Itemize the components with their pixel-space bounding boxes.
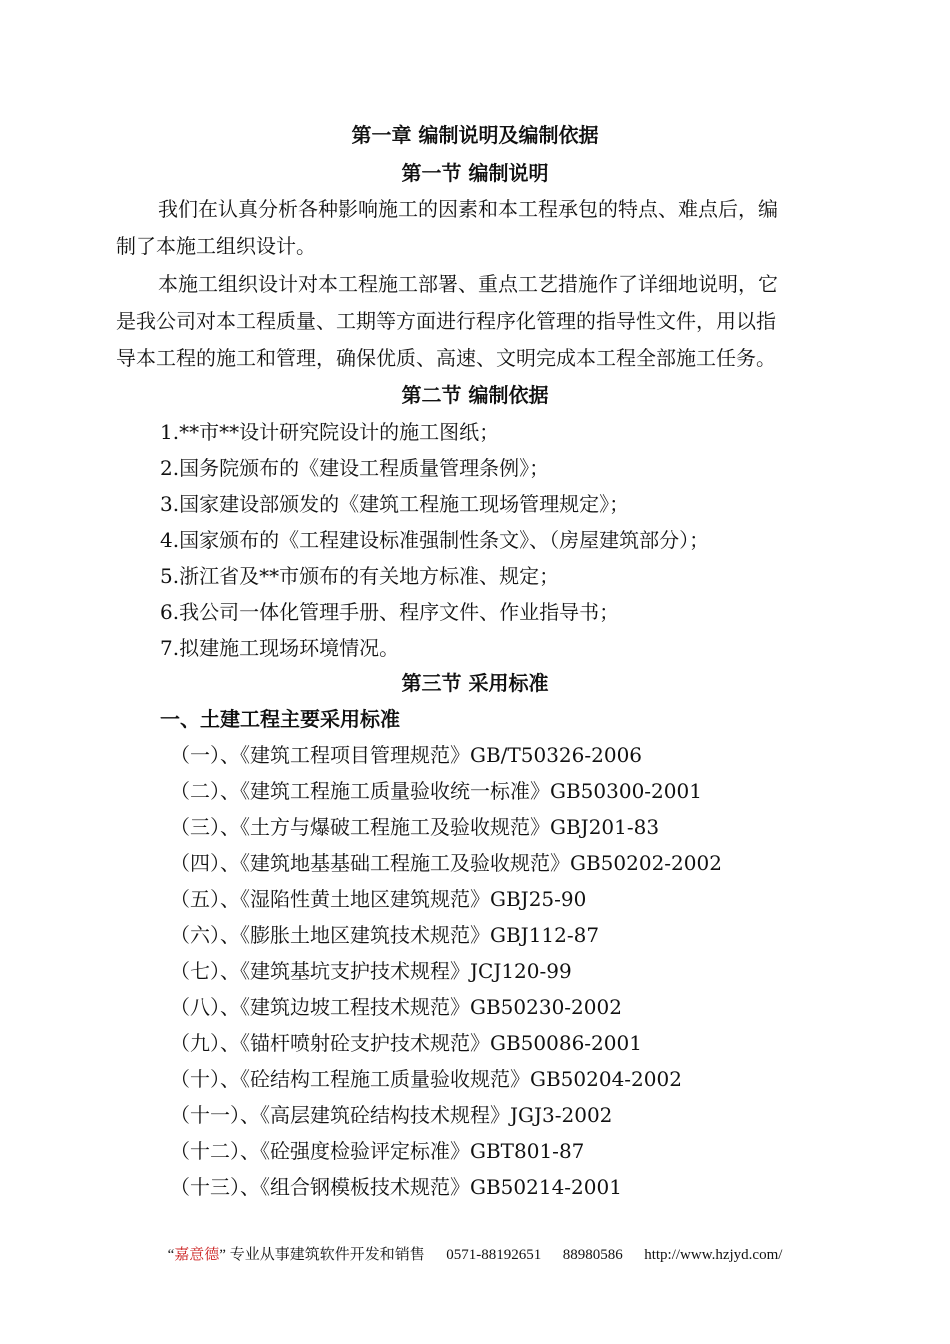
standard-item: （十二）、《砼强度检验评定标准》GBT801-87 (170, 1139, 585, 1163)
basis-item: 7.拟建施工现场环境情况。 (160, 636, 400, 660)
section1-paragraph1-line2: 制了本施工组织设计。 (116, 234, 316, 258)
footer-url[interactable]: http://www.hzjyd.com/ (644, 1247, 783, 1263)
standard-item: （七）、《建筑基坑支护技术规程》JCJ120-99 (170, 959, 572, 983)
basis-item: 1.**市**设计研究院设计的施工图纸； (160, 420, 500, 444)
section3-subtitle: 一、土建工程主要采用标准 (160, 707, 400, 731)
section1-paragraph1-line1: 我们在认真分析各种影响施工的因素和本工程承包的特点、难点后，编 (158, 197, 778, 221)
footer-phone2: 88980586 (562, 1247, 623, 1263)
standard-item: （六）、《膨胀土地区建筑技术规范》GBJ112-87 (170, 923, 600, 947)
standard-item: （三）、《土方与爆破工程施工及验收规范》GBJ201-83 (170, 815, 660, 839)
footer-quote-close: ” (219, 1247, 226, 1263)
section1-paragraph2-line2: 是我公司对本工程质量、工期等方面进行程序化管理的指导性文件，用以指 (116, 309, 776, 333)
basis-item: 2.国务院颁布的《建设工程质量管理条例》； (160, 456, 550, 480)
footer-quote-open: “ (167, 1247, 175, 1263)
standard-item: （一）、《建筑工程项目管理规范》GB/T50326-2006 (170, 743, 643, 767)
footer-phone1: 0571-88192651 (446, 1247, 542, 1263)
basis-item: 4.国家颁布的《工程建设标准强制性条文》、（房屋建筑部分）； (160, 528, 710, 552)
standard-item: （十）、《砼结构工程施工质量验收规范》GB50204-2002 (170, 1067, 682, 1091)
footer-slogan: 专业从事建筑软件开发和销售 (229, 1247, 425, 1263)
section2-title: 第二节 编制依据 (401, 383, 549, 407)
standard-item: （五）、《湿陷性黄土地区建筑规范》GBJ25-90 (170, 887, 587, 911)
standard-item: （九）、《锚杆喷射砼支护技术规范》GB50086-2001 (170, 1031, 642, 1055)
section3-title: 第三节 采用标准 (401, 671, 549, 695)
standard-item: （二）、《建筑工程施工质量验收统一标准》GB50300-2001 (170, 779, 702, 803)
basis-item: 5.浙江省及**市颁布的有关地方标准、规定； (160, 564, 560, 588)
section1-paragraph2-line3: 导本工程的施工和管理，确保优质、高速、文明完成本工程全部施工任务。 (116, 346, 776, 370)
standard-item: （四）、《建筑地基基础工程施工及验收规范》GB50202-2002 (170, 851, 722, 875)
section1-paragraph2-line1: 本施工组织设计对本工程施工部署、重点工艺措施作了详细地说明，它 (158, 272, 778, 296)
standard-item: （十三）、《组合钢模板技术规范》GB50214-2001 (170, 1175, 622, 1199)
footer-brand: 嘉意德 (174, 1247, 220, 1263)
basis-item: 3.国家建设部颁发的《建筑工程施工现场管理规定》； (160, 492, 630, 516)
basis-item: 6.我公司一体化管理手册、程序文件、作业指导书； (160, 600, 620, 624)
page-footer (0, 1244, 950, 1266)
standard-item: （八）、《建筑边坡工程技术规范》GB50230-2002 (170, 995, 622, 1019)
standard-item: （十一）、《高层建筑砼结构技术规程》JGJ3-2002 (170, 1103, 613, 1127)
chapter-title: 第一章 编制说明及编制依据 (351, 123, 599, 147)
section1-title: 第一节 编制说明 (401, 161, 549, 185)
